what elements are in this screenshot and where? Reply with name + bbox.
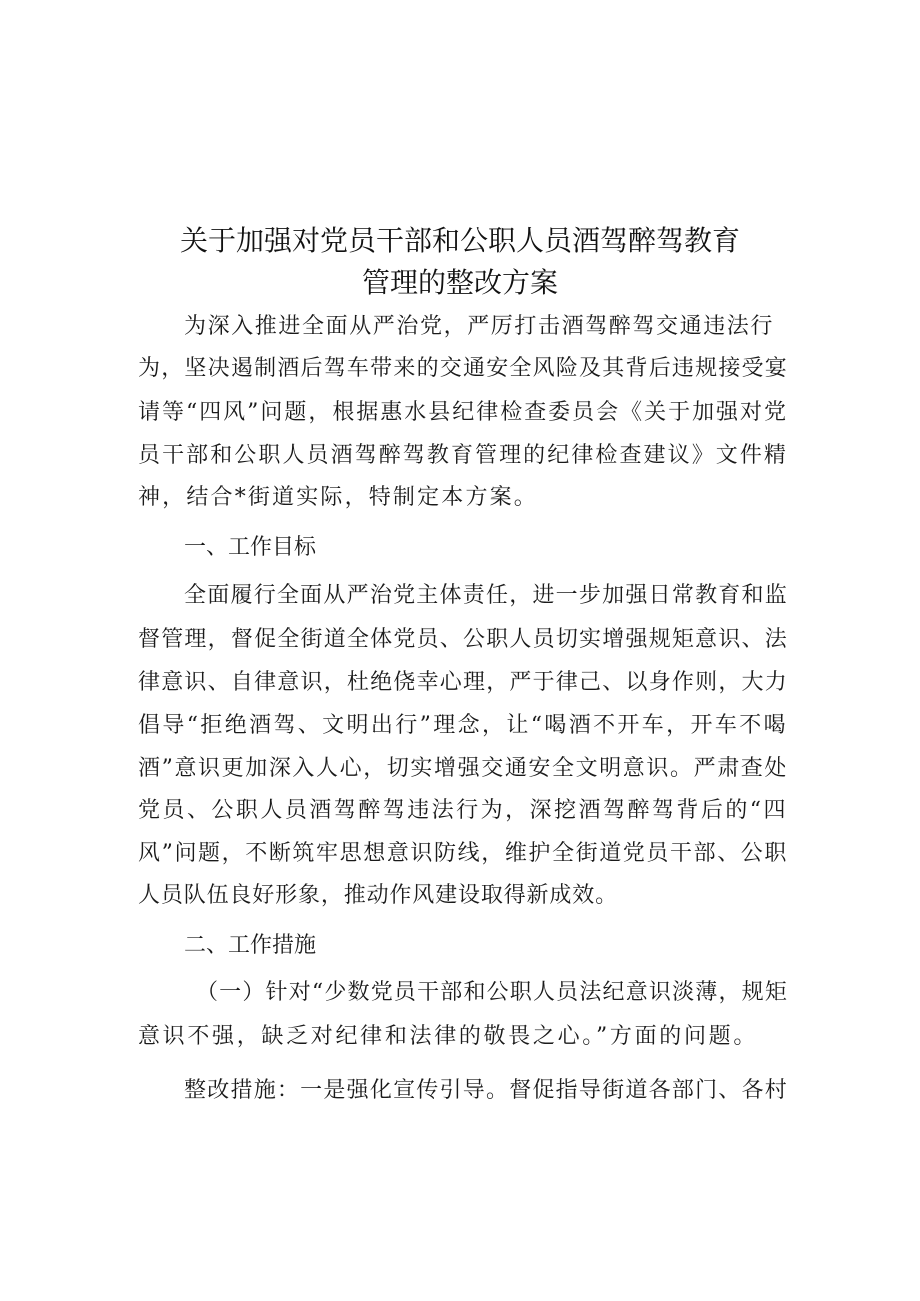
subsection-1-line-2: 意识不强，缺乏对纪律和法律的敬畏之心。”方面的问题。 [138, 1024, 758, 1049]
goals-line-1: 全面履行全面从严治党主体责任，进一步加强日常教育和监 [184, 583, 788, 608]
goals-line-7: 风”问题，不断筑牢思想意识防线，维护全街道党员干部、公职 [138, 841, 788, 866]
goals-line-6: 党员、公职人员酒驾醉驾违法行为，深挖酒驾醉驾背后的“四 [138, 798, 788, 823]
document-title-line-2: 管理的整改方案 [361, 266, 558, 299]
intro-line-1: 为深入推进全面从严治党，严厉打击酒驾醉驾交通违法行 [184, 314, 774, 339]
goals-line-3: 律意识、自律意识，杜绝侥幸心理，严于律己、以身作则，大力 [138, 670, 788, 695]
intro-line-3: 请等“四风”问题，根据惠水县纪律检查委员会《关于加强对党 [138, 400, 788, 425]
goals-line-5: 酒”意识更加深入人心，切实增强交通安全文明意识。严肃查处 [138, 756, 788, 781]
document-title-line-1: 关于加强对党员干部和公职人员酒驾醉驾教育 [179, 224, 740, 257]
goals-line-4: 倡导“拒绝酒驾、文明出行”理念，让“喝酒不开车，开车不喝 [138, 713, 788, 738]
intro-line-5: 神，结合*街道实际，特制定本方案。 [138, 485, 538, 510]
intro-line-2: 为，坚决遏制酒后驾车带来的交通安全风险及其背后违规接受宴 [138, 356, 788, 381]
goals-line-8: 人员队伍良好形象，推动作风建设取得新成效。 [138, 883, 618, 908]
subsection-1-line-1: （一）针对“少数党员干部和公职人员法纪意识淡薄，规矩 [196, 980, 788, 1005]
section-heading-measures: 二、工作措施 [184, 933, 317, 958]
section-heading-goals: 一、工作目标 [184, 535, 317, 560]
intro-line-4: 员干部和公职人员酒驾醉驾教育管理的纪律检查建议》文件精 [138, 443, 788, 468]
measure-line-1: 整改措施：一是强化宣传引导。督促指导街道各部门、各村 [184, 1078, 788, 1103]
goals-line-2: 督管理，督促全街道全体党员、公职人员切实增强规矩意识、法 [138, 627, 788, 652]
